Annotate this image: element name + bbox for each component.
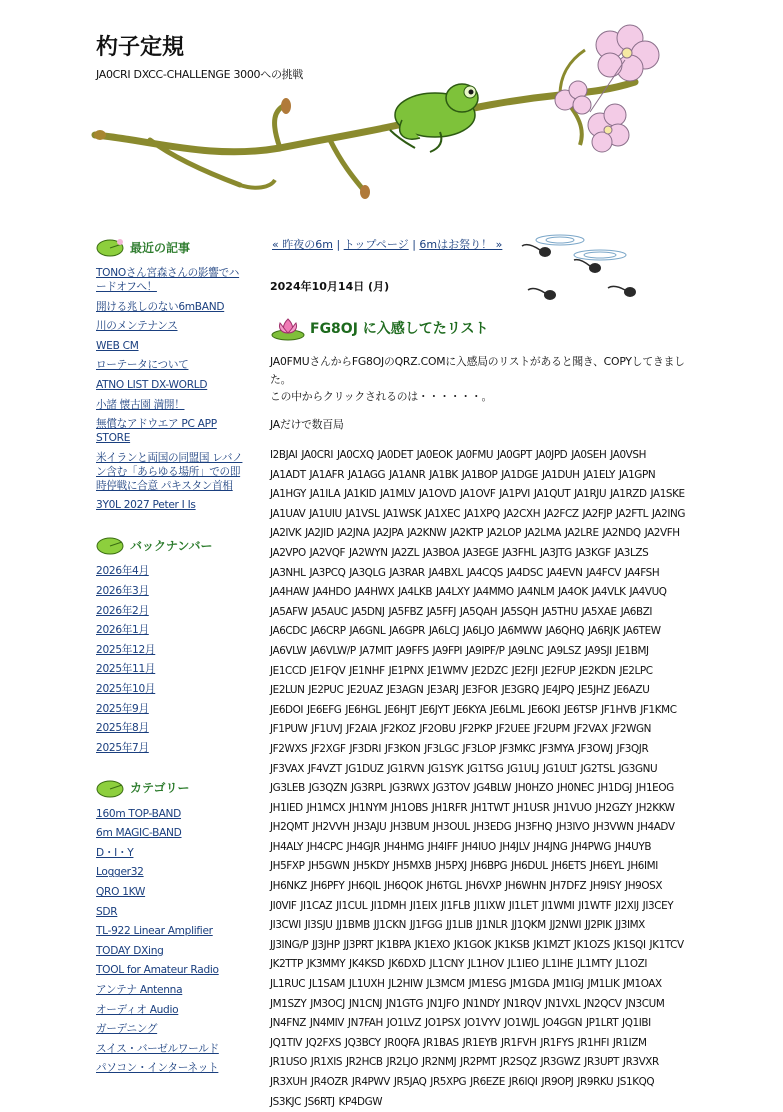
top-page-link[interactable]: トップページ	[343, 238, 409, 251]
recent-post-link[interactable]: 開ける兆しのない6mBAND	[96, 300, 225, 313]
category-link[interactable]: D・I・Y	[96, 846, 134, 859]
archive-month-link[interactable]: 2025年11月	[96, 663, 156, 676]
category-link[interactable]: オーディオ Audio	[96, 1003, 179, 1016]
category-heading	[96, 775, 246, 801]
archive-month-link[interactable]: 2025年9月	[96, 702, 149, 715]
archive-month-link[interactable]: 2025年12月	[96, 643, 156, 656]
entry-title[interactable]: FG8OJ に入感してたリスト	[310, 321, 489, 337]
category-list	[96, 807, 246, 1076]
archive-heading	[96, 532, 246, 558]
recent-post-link[interactable]: 川のメンテナンス	[96, 320, 178, 333]
site-title[interactable]: 杓子定規	[96, 35, 185, 60]
site-header	[0, 0, 783, 215]
recent-posts-list	[96, 266, 246, 512]
callsign-list: I2BJAI JA0CRI JA0CXQ JA0DET JA0EOK JA0FMU JA0GPT JA0JPD JA0SEH JA0VSH JA1ADT JA1AFR JA1AGG JA1ANR JA1BK JA1BOP JA1DGE JA1DUH JA1ELY JA1GPN JA1HGY JA1ILA JA1KID JA1MLV JA1OVD JA1OVF JA1PVI JA1QUT JA1RJU JA1RZD JA1SKE JA1UAV JA1UIU JA1VSL JA1WSK JA1XEC JA1XPQ JA2CXH JA2FCZ JA2FJP JA2FTL JA2ING JA2IVK JA2JID JA2JNA JA2JPA JA2KNW JA2KTP JA2LOP JA2LMA JA2LRE JA2NDQ JA2VFH JA2VPO JA2VQF JA2WYN JA2ZL JA3BOA JA3EGE JA3FHL JA3JTG JA3KGF JA3LZS JA3NHL JA3PCQ JA3QLG JA3RAR JA4BXL JA4CQS JA4DSC JA4EVN JA4FCV JA4FSH JA4HAW JA4HDO JA4HWX JA4LKB JA4LXY JA4MMO JA4NLM JA4OK JA4VLK JA4VUQ JA5AFW JA5AUC JA5DNJ JA5FBZ JA5FFJ JA5QAH JA5SQH JA5THU JA5XAE JA6BZI JA6CDC JA6CRP JA6GNL JA6GPR JA6LCJ JA6LJO JA6MWW JA6QHQ JA6RJK JA6TEW JA6VLW JA6VLW/P JA7MIT JA9FFS JA9FPI JA9IPF/P JA9LNC JA9LSZ JA9SJI JE1BMJ JE1CCD JE1FQV JE1NHF JE1PNX JE1WMV JE2DZC JE2FJI JE2FUP JE2KDN JE2LPC JE2LUN JE2PUC JE2UAZ JE3AGN JE3ARJ JE3FOR JE3GRQ JE4JPQ JE5JHZ JE6AZU JE6DOI JE6EFG JE6HGL JE6HJT JE6JYT JE6KYA JE6LML JE6OKI JE6TSP JF1HVB JF1KMC JF1PUW JF1UVJ JF2AIA JF2KOZ JF2OBU JF2PKP JF2UEE JF2UPM JF2VAX JF2WGN JF2WXS JF2XGF JF3DRI JF3KON JF3LGC JF3LOP JF3MKC JF3MYA JF3OWJ JF3QJR JF3VAX JF4VZT JG1DUZ JG1RVN JG1SYK JG1TSG JG1ULJ JG1ULT JG2TSL JG3GNU JG3LEB JG3QZN JG3RPL JG3RWX JG3TOV JG4BLW JH0HZO JH0NEC JH1DGJ JH1EOG JH1IED JH1MCX JH1NYM JH1OBS JH1RFR JH1TWT JH1USR JH1VUO JH2GZY JH2KKW JH2QMT JH2VVH JH3AJU JH3BUM JH3OUL JH3EDG JH3FHQ JH3IVO JH3VWN JH4ADV JH4ALY JH4CPC JH4GJR JH4HMG JH4IFF JH4IUO JH4JLV JH4JNG JH4PWG JH4UYB JH5FXP JH5GWN JH5KDY JH5MXB JH5PXJ JH6BPG JH6DUL JH6ETS JH6EYL JH6IMI JH6NKZ JH6PFY JH6QIL JH6QOK JH6TGL JH6VXP JH6WHN JH7DFZ JH9ISY JH9OSX JI0VIF JI1CAZ JI1CUL JI1DMH JI1EIX JI1FLB JI1IXW JI1LET JI1WMI JI1WTF JI2XIJ JI3CEY JI3CWI JI3SJU JJ1BMB JJ1CKN JJ1FGG JJ1LIB JJ1NLR JJ1QKM JJ2NWI JJ2PIK JJ3IMX JJ3ING/P JJ3JHP JJ3PRT JK1BPA JK1EXO JK1GOK JK1KSB JK1MZT JK1OZS JK1SQI JK1TCV JK2TTP JK3MMY JK4KSD JK6DXD JL1CNY JL1HOV JL1IEO JL1IHE JL1MTY JL1OZI JL1RUC JL1SAM JL1UXH JL2HIW JL3MCM JM1ESG JM1GDA JM1IGJ JM1LIK JM1OAX JM1SZY JM3OCJ JN1CNJ JN1GTG JN1JFO JN1NDY JN1RQV JN1VXL JN2QCV JN3CUM JN4FNZ JN4MIV JN7FAH JO1LVZ JO1PSX JO1VYV JO1WJL JO4GGN JP1LRT JQ1IBI JQ1TIV JQ2FXS JQ3BCY JR0QFA JR1BAS JR1EYB JR1FVH JR1FYS JR1HFI JR1IZM JR1USO JR1XIS JR2HCB JR2LJO JR2NMJ JR2PMT JR2SQZ JR3GWZ JR3UPT JR3VXR JR3XUH JR4OZR JR4PWV JR5JAQ JR5XPG JR6EZE JR6IQI JR9OPJ JR9RKU JS1KQQ JS3KJC JS6RTJ KP4DGW	[270, 449, 686, 1108]
lotus-icon	[270, 315, 306, 341]
archive-title: バックナンバー	[130, 538, 213, 553]
category-link[interactable]: 6m MAGIC-BAND	[96, 827, 182, 840]
tadpole-illustration	[520, 230, 670, 310]
category-link[interactable]: 160m TOP-BAND	[96, 807, 182, 820]
entry-navigation	[272, 236, 502, 252]
entry-header	[270, 315, 489, 341]
site-description: JA0CRI DXCC-CHALLENGE 3000への挑戦	[96, 68, 304, 81]
nav-separator: |	[412, 238, 416, 251]
lily-pad-icon	[96, 236, 128, 258]
category-link[interactable]: TL-922 Linear Amplifier	[96, 925, 213, 938]
entry-paragraph: JAだけで数百局	[270, 417, 344, 431]
category-link[interactable]: TOOL for Amateur Radio	[96, 964, 219, 977]
next-entry-link[interactable]: 6mはお祭り！ »	[419, 238, 503, 251]
category-link[interactable]: SDR	[96, 905, 118, 918]
recent-post-link[interactable]: 米イランと両国の同盟国 レバノン含む「あらゆる場所」での即時停戦に合意 パキスタン首相	[96, 451, 243, 492]
recent-post-link[interactable]: 無償なアドウエア PC APP STORE	[96, 418, 217, 445]
archive-month-link[interactable]: 2025年8月	[96, 722, 149, 735]
archive-month-link[interactable]: 2026年2月	[96, 604, 149, 617]
entry-date: 2024年10月14日 (月)	[270, 280, 390, 293]
prev-entry-link[interactable]: « 昨夜の6m	[272, 238, 333, 251]
recent-post-link[interactable]: WEB CM	[96, 339, 139, 352]
nav-separator: |	[336, 238, 341, 251]
category-section	[96, 775, 246, 1076]
recent-post-link[interactable]: 3Y0L 2027 Peter I Is	[96, 499, 196, 512]
category-link[interactable]: QRO 1KW	[96, 886, 146, 899]
entry-paragraph: この中からクリックされるのは・・・・・・。	[270, 390, 493, 404]
archive-month-link[interactable]: 2026年1月	[96, 624, 149, 637]
category-link[interactable]: パソコン・インターネット	[96, 1062, 219, 1075]
recent-post-link[interactable]: ローテータについて	[96, 359, 189, 372]
lily-pad-icon	[96, 777, 128, 799]
entry-paragraph: JA0FMUさんからFG8OJのQRZ.COMに入感局のリストがあると聞き、COPYしてきました。	[270, 355, 685, 386]
recent-post-link[interactable]: ATNO LIST DX-WORLD	[96, 378, 208, 391]
archive-month-link[interactable]: 2025年10月	[96, 682, 156, 695]
recent-posts-title: 最近の記事	[130, 240, 191, 255]
frog-icon	[390, 84, 478, 152]
archive-month-link[interactable]: 2025年7月	[96, 741, 149, 754]
recent-posts-section	[96, 234, 246, 512]
recent-posts-heading	[96, 234, 246, 260]
category-link[interactable]: Logger32	[96, 866, 144, 879]
category-link[interactable]: アンテナ Antenna	[96, 984, 183, 997]
category-title: カテゴリー	[130, 781, 190, 796]
sidebar	[96, 234, 246, 1095]
category-link[interactable]: TODAY DXing	[96, 944, 164, 957]
category-link[interactable]: スイス・バーゼルワールド	[96, 1042, 219, 1055]
archive-section	[96, 532, 246, 754]
archive-month-link[interactable]: 2026年4月	[96, 565, 149, 578]
category-link[interactable]: ガーデニング	[96, 1023, 158, 1036]
archive-list	[96, 564, 246, 754]
archive-month-link[interactable]: 2026年3月	[96, 584, 149, 597]
recent-post-link[interactable]: TONOさん宮森さんの影響でハードオフへ！	[96, 267, 240, 293]
lily-pad-icon	[96, 534, 128, 556]
recent-post-link[interactable]: 小諸 懐古園 満開！	[96, 398, 185, 411]
entry-body	[270, 353, 685, 433]
